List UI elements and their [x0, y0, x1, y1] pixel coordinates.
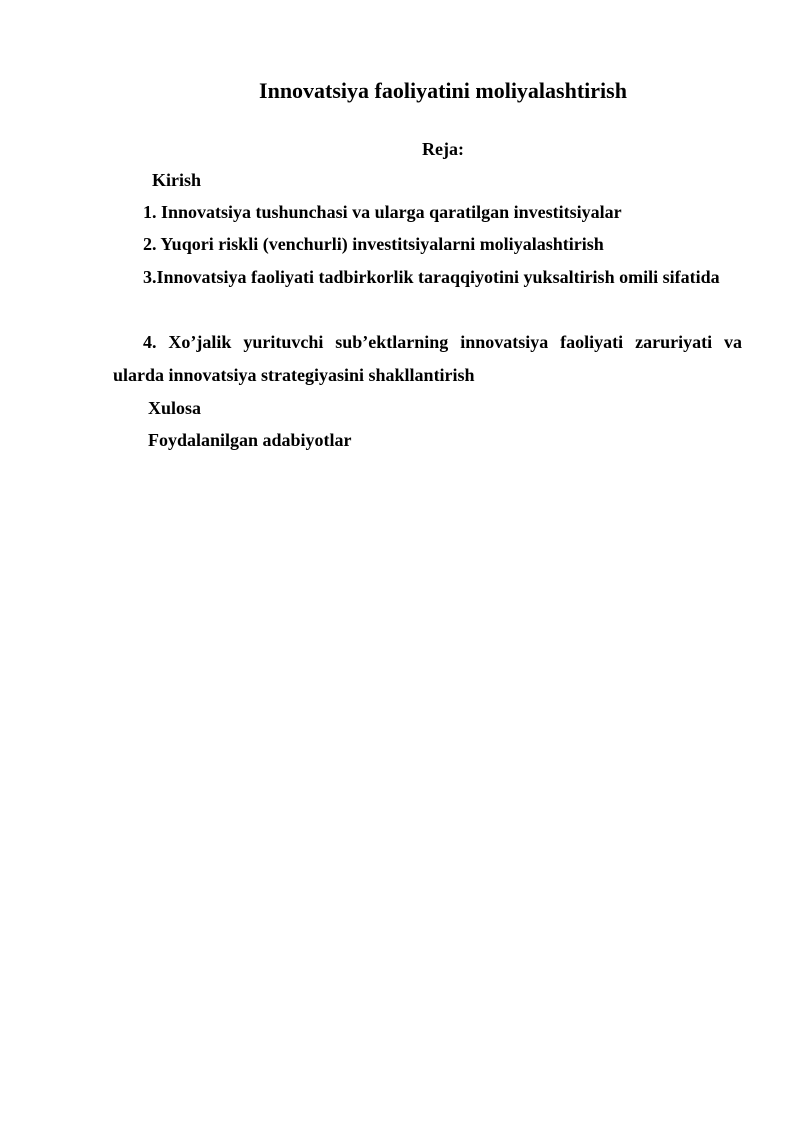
document-title: Innovatsiya faoliyatini moliyalashtirish — [259, 78, 627, 103]
plan-item-4: 4. Xo’jalik yurituvchi sub’ektlarning innovatsiya faoliyati zaruriyati va ularda innovatsiya strategiyasini shakllantirish — [113, 332, 742, 385]
plan-heading: Reja: — [422, 139, 464, 159]
plan-item-1: 1. Innovatsiya tushunchasi va ularga qaratilgan investitsiyalar — [143, 202, 622, 222]
plan-item-3: 3.Innovatsiya faoliyati tadbirkorlik taraqqiyotini yuksaltirish omili sifatida — [143, 267, 720, 287]
plan-item-references: Foydalanilgan adabiyotlar — [148, 430, 352, 450]
plan-item-intro: Kirish — [152, 170, 202, 190]
plan-item-2: 2. Yuqori riskli (venchurli) investitsiyalarni moliyalashtirish — [143, 234, 604, 254]
plan-item-conclusion: Xulosa — [148, 398, 202, 418]
